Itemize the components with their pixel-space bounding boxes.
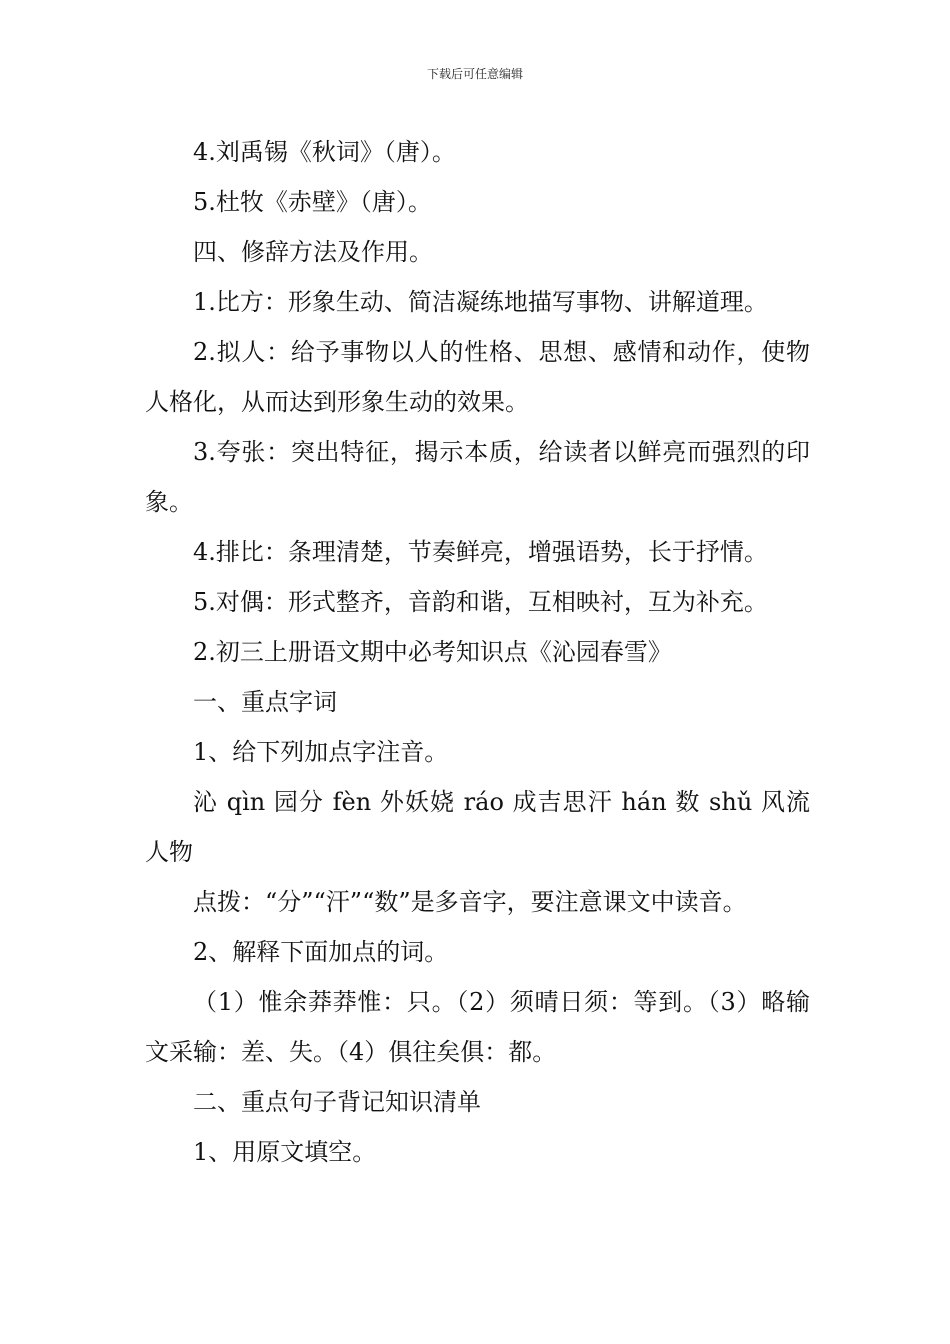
paragraph: 4.排比：条理清楚，节奏鲜亮，增强语势，长于抒情。 <box>193 538 768 566</box>
paragraph: 2.拟人：给予事物以人的性格、思想、感情和动作，使物人格化，从而达到形象生动的效果。 <box>145 338 810 416</box>
paragraph: 1、给下列加点字注音。 <box>193 738 449 766</box>
paragraph: 5.杜牧《赤壁》（唐）。 <box>193 188 432 216</box>
paragraph: 点拨：“分”“汗”“数”是多音字，要注意课文中读音。 <box>193 888 747 916</box>
paragraph: 1.比方：形象生动、简洁凝练地描写事物、讲解道理。 <box>193 288 768 316</box>
section-heading: 2.初三上册语文期中必考知识点《沁园春雪》 <box>193 638 672 666</box>
paragraph: 4.刘禹锡《秋词》（唐）。 <box>193 138 456 166</box>
page-header-note: 下载后可任意编辑 <box>426 67 523 81</box>
paragraph: 1、用原文填空。 <box>193 1138 377 1166</box>
section-heading: 四、修辞方法及作用。 <box>193 238 433 266</box>
paragraph: 5.对偶：形式整齐，音韵和谐，互相映衬，互为补充。 <box>193 588 768 616</box>
paragraph: （1）惟余莽莽惟：只。（2）须晴日须：等到。（3）略输文采输：差、失。（4）俱往矣俱：都。 <box>145 988 810 1066</box>
paragraph: 2、解释下面加点的词。 <box>193 938 449 966</box>
paragraph: 3.夸张：突出特征，揭示本质，给读者以鲜亮而强烈的印象。 <box>145 438 810 516</box>
section-heading: 二、重点句子背记知识清单 <box>193 1088 481 1116</box>
document-body <box>145 127 810 1177</box>
section-heading: 一、重点字词 <box>193 688 337 716</box>
paragraph: 沁 qìn 园分 fèn 外妖娆 ráo 成吉思汗 hán 数 shǔ 风流人物 <box>145 788 810 866</box>
